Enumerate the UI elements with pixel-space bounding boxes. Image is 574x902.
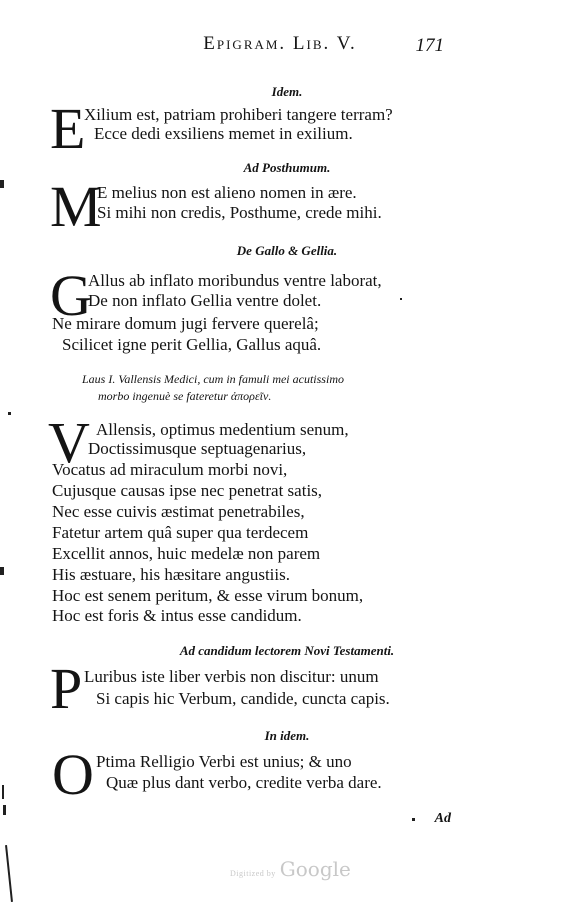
catchword: Ad [434, 811, 451, 826]
digitized-watermark [230, 857, 351, 881]
verse-line: Vocatus ad miraculum morbi novi, [52, 460, 288, 479]
watermark-small-text: Digitized by [230, 869, 276, 878]
verse-line: Ne mirare domum jugi fervere querelâ; [52, 314, 319, 333]
verse-line: Si mihi non credis, Posthume, crede mihi. [97, 203, 382, 222]
watermark-logo-text: Google [279, 857, 351, 881]
verse-line: Ptima Relligio Verbi est unius; & uno [96, 752, 352, 771]
verse-line: Excellit annos, huic medelæ non parem [52, 544, 321, 563]
poem-title: De Gallo & Gellia. [236, 243, 338, 258]
drop-initial: V [48, 410, 90, 475]
drop-initial: E [50, 96, 86, 161]
drop-initial: O [52, 742, 94, 807]
scan-mark [400, 298, 402, 300]
scan-mark [2, 785, 4, 799]
poem-title: Idem. [271, 84, 303, 99]
verse-line: Hoc est foris & intus esse candidum. [52, 606, 302, 625]
verse-line: Si capis hic Verbum, candide, cuncta capis. [96, 689, 390, 708]
verse-line: De non inflato Gellia ventre dolet. [88, 291, 322, 310]
verse-line: Hoc est senem peritum, & esse virum bonum, [52, 586, 364, 605]
scan-mark [8, 412, 11, 415]
drop-initial: M [50, 174, 102, 239]
poem-title: Laus I. Vallensis Medici, cum in famuli mei acutissimo [82, 372, 344, 386]
verse-line: Xilium est, patriam prohiberi tangere terram? [84, 105, 393, 124]
scan-mark [412, 818, 415, 821]
verse-line: Cujusque causas ipse nec penetrat satis, [52, 481, 323, 500]
poem-title: morbo ingenuè se fateretur ἀπορεῖν. [98, 389, 272, 403]
verse-line: E melius non est alieno nomen in ære. [97, 183, 357, 202]
verse-line: Luribus iste liber verbis non discitur: unum [84, 667, 379, 686]
verse-line: Ecce dedi exsiliens memet in exilium. [94, 124, 353, 143]
verse-line: Nec esse cuivis æstimat penetrabiles, [52, 502, 305, 521]
poem-title: Ad candidum lectorem Novi Testamenti. [179, 643, 395, 658]
scan-mark [5, 845, 13, 902]
scan-mark [0, 180, 4, 188]
verse-line: Doctissimusque septuagenarius, [88, 439, 307, 458]
running-title: Epigram. Lib. V. [203, 33, 357, 54]
scan-mark [3, 805, 6, 815]
verse-line: Quæ plus dant verbo, credite verba dare. [106, 773, 382, 792]
verse-line: Allensis, optimus medentium senum, [96, 420, 349, 439]
verse-line: Scilicet igne perit Gellia, Gallus aquâ. [62, 335, 322, 354]
poem-title: Ad Posthumum. [243, 160, 331, 175]
scan-mark [0, 567, 4, 575]
drop-initial: G [50, 263, 92, 328]
verse-line: Allus ab inflato moribundus ventre laborat, [88, 271, 382, 290]
poem-title: In idem. [264, 728, 310, 743]
page-number: 171 [415, 35, 444, 56]
drop-initial: P [50, 656, 83, 721]
verse-line: Fatetur artem quâ super qua terdecem [52, 523, 309, 542]
verse-line: His æstuare, his hæsitare angustiis. [52, 565, 290, 584]
